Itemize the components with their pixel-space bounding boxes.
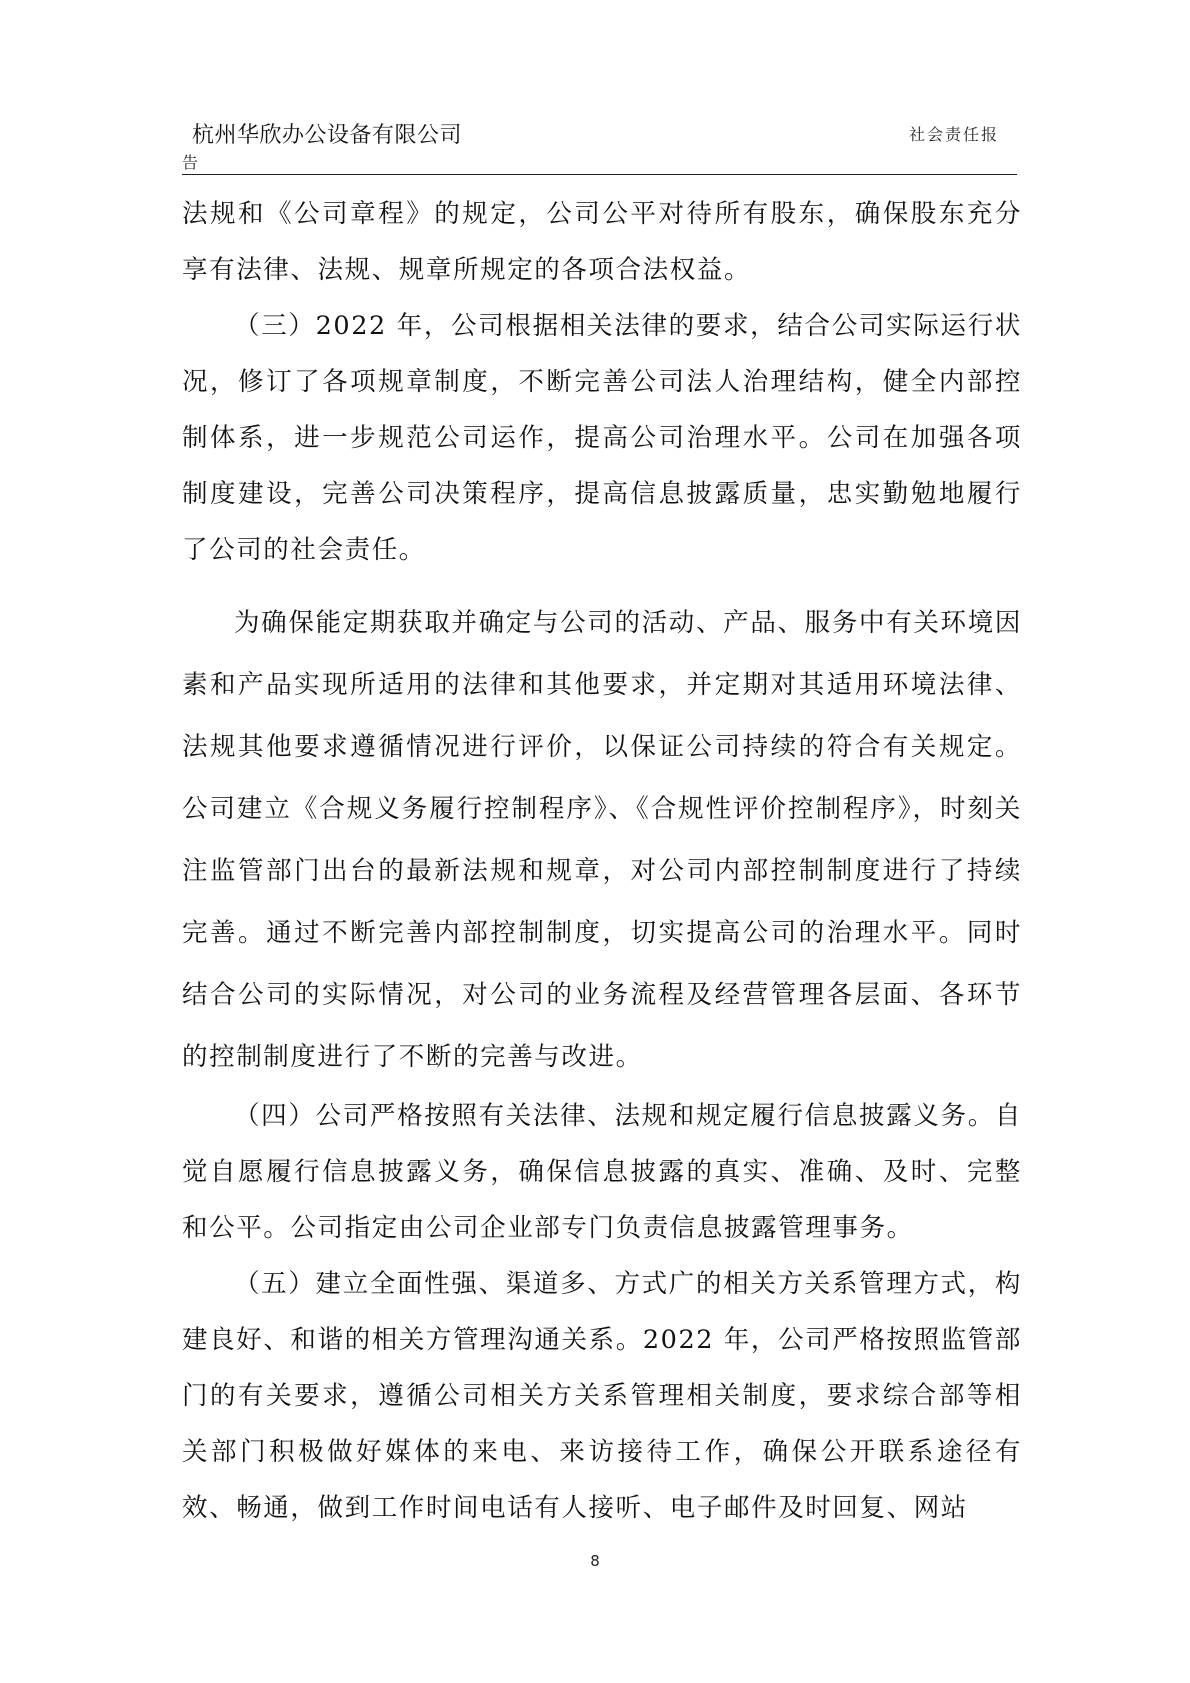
report-title: 社会责任报 bbox=[908, 125, 999, 144]
document-body bbox=[182, 186, 1022, 1536]
company-name-tail: 告 bbox=[182, 153, 199, 172]
paragraph-stakeholder-relations: （五）建立全面性强、渠道多、方式广的相关方关系管理方式，构建良好、和谐的相关方管理沟通关系。2022 年，公司严格按照监管部门的有关要求，遵循公司相关方关系管理相关制度，要求综合部等相关部门积极做好媒体的来电、来访接待工作，确保公开联系途径有效、畅通，做到工作时间电话有人接听、电子邮件及时回复、网站 bbox=[182, 1269, 1022, 1523]
paragraph-governance-structure: （三）2022 年，公司根据相关法律的要求，结合公司实际运行状况，修订了各项规章制度，不断完善公司法人治理结构，健全内部控制体系，进一步规范公司运作，提高公司治理水平。公司在加强各项制度建设，完善公司决策程序，提高信息披露质量，忠实勤勉地履行了公司的社会责任。 bbox=[182, 311, 1022, 565]
paragraph-shareholder-rights: 法规和《公司章程》的规定，公司公平对待所有股东，确保股东充分享有法律、法规、规章所规定的各项合法权益。 bbox=[182, 199, 1022, 285]
page-header bbox=[182, 116, 1017, 175]
page-number: 8 bbox=[590, 1552, 600, 1570]
paragraph-information-disclosure: （四）公司严格按照有关法律、法规和规定履行信息披露义务。自觉自愿履行信息披露义务，确保信息披露的真实、准确、及时、完整和公平。公司指定由公司企业部专门负责信息披露管理事务。 bbox=[182, 1101, 1022, 1243]
paragraph-compliance-controls: 为确保能定期获取并确定与公司的活动、产品、服务中有关环境因素和产品实现所适用的法律和其他要求，并定期对其适用环境法律、法规其他要求遵循情况进行评价，以保证公司持续的符合有关规定。公司建立《合规义务履行控制程序》、《合规性评价控制程序》，时刻关注监管部门出台的最新法规和规章，对公司内部控制制度进行了持续完善。通过不断完善内部控制制度，切实提高公司的治理水平。同时结合公司的实际情况，对公司的业务流程及经营管理各层面、各环节的控制制度进行了不断的完善与改进。 bbox=[182, 608, 1022, 1072]
company-name: 杭州华欣办公设备有限公司 bbox=[192, 123, 463, 148]
